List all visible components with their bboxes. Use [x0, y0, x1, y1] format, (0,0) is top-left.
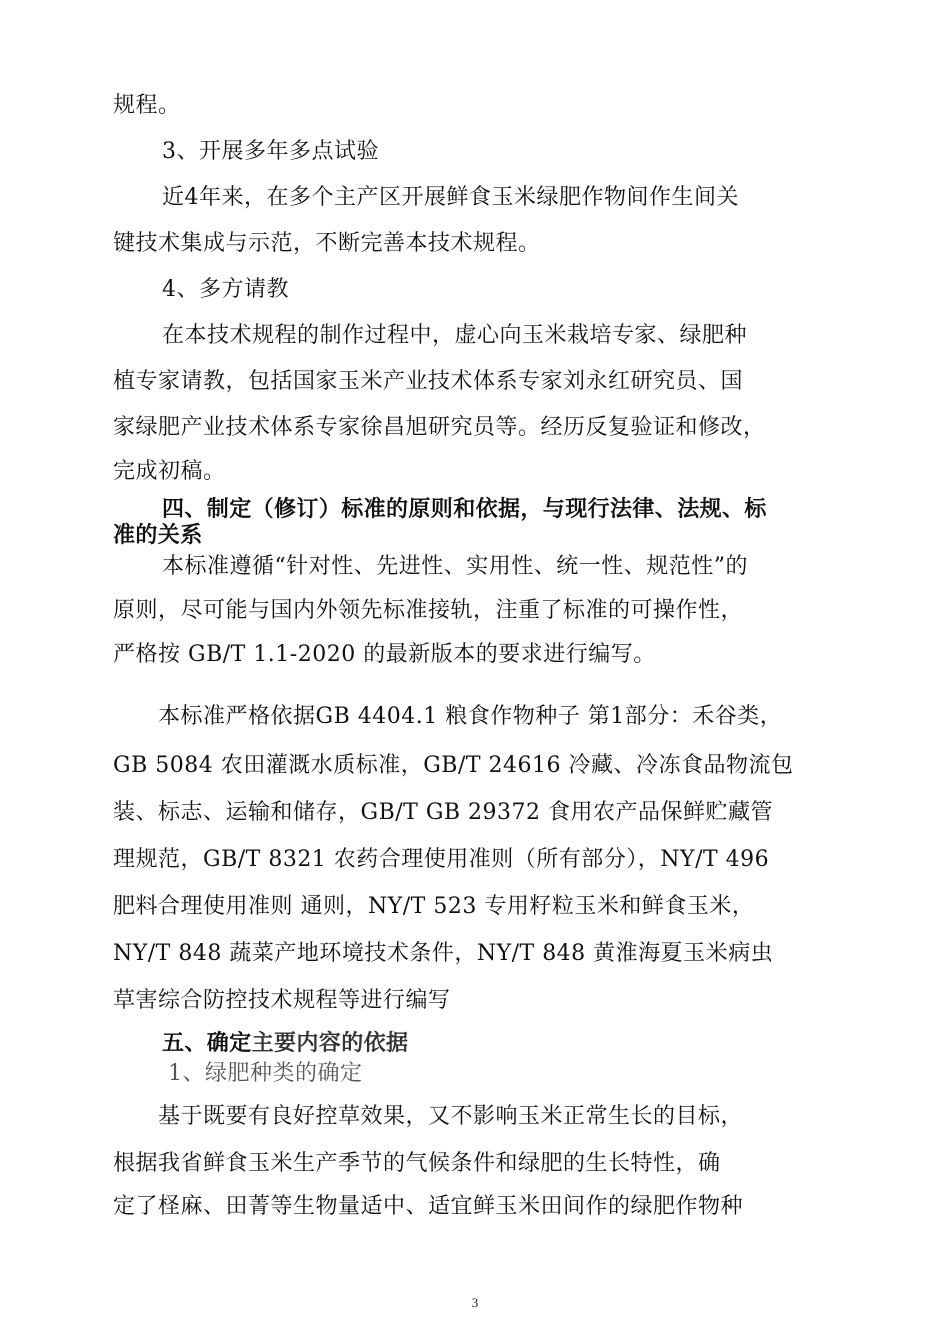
- paragraph-line: 完成初稿。: [113, 459, 226, 484]
- paragraph-line: GB 5084 农田灌溉水质标准，GB/T 24616 冷藏、冷冻食品物流包: [113, 753, 794, 778]
- paragraph-line: 近4年来，在多个主产区开展鲜食玉米绿肥作物间作生间关: [162, 185, 739, 210]
- paragraph-line: 严格按 GB/T 1.1-2020 的最新版本的要求进行编写。: [113, 642, 656, 667]
- paragraph-line: 在本技术规程的制作过程中，虚心向玉米栽培专家、绿肥种: [162, 323, 748, 348]
- paragraph-line: 肥料合理使用准则 通则，NY/T 523 专用籽粒玉米和鲜食玉米，: [113, 894, 755, 919]
- paragraph-line: 基于既要有良好控草效果，又不影响玉米正常生长的目标，: [158, 1104, 744, 1129]
- paragraph-line: 根据我省鲜食玉米生产季节的气候条件和绿肥的生长特性，确: [113, 1151, 721, 1176]
- page-number: 3: [471, 1295, 479, 1310]
- paragraph-line: 键技术集成与示范，不断完善本技术规程。: [113, 231, 541, 256]
- section-heading-4-line-2: 准的关系: [113, 523, 203, 548]
- paragraph-line: 定了柽麻、田菁等生物量适中、适宜鲜玉米田间作的绿肥作物种: [113, 1194, 744, 1219]
- subsection-heading-4: 4、多方请教: [162, 277, 289, 302]
- paragraph-line: 理规范，GB/T 8321 农药合理使用准则（所有部分），NY/T 496: [113, 847, 770, 872]
- paragraph-line: 原则，尽可能与国内外领先标准接轨，注重了标准的可操作性，: [113, 598, 744, 623]
- paragraph-line: 本标准严格依据GB 4404.1 粮食作物种子 第1部分：禾谷类，: [158, 704, 783, 729]
- paragraph-line: 本标准遵循“针对性、先进性、实用性、统一性、规范性”的: [162, 554, 748, 579]
- paragraph-line: 家绿肥产业技术体系专家徐昌旭研究员等。经历反复验证和修改，: [113, 415, 766, 440]
- section-heading-5: [162, 1030, 408, 1058]
- paragraph-line: 植专家请教，包括国家玉米产业技术体系专家刘永红研究员、国: [113, 369, 744, 394]
- paragraph-line: 规程。: [113, 93, 181, 118]
- subsection-heading-3: 3、开展多年多点试验: [162, 139, 379, 164]
- paragraph-line: NY/T 848 蔬菜产地环境技术条件，NY/T 848 黄淮海夏玉米病虫: [113, 941, 774, 966]
- section-heading-4-line-1: 四、制定（修订）标准的原则和依据，与现行法律、法规、标: [162, 497, 767, 522]
- paragraph-line: 草害综合防控技术规程等进行编写: [113, 988, 451, 1013]
- subsection-heading-1: 1、绿肥种类的确定: [168, 1061, 363, 1086]
- section-heading-5-bold: 五、确定: [162, 1031, 252, 1056]
- section-heading-5-rest: 主要内容的依据: [251, 1031, 409, 1056]
- paragraph-line: 装、标志、运输和储存，GB/T GB 29372 食用农产品保鲜贮藏管: [113, 800, 774, 825]
